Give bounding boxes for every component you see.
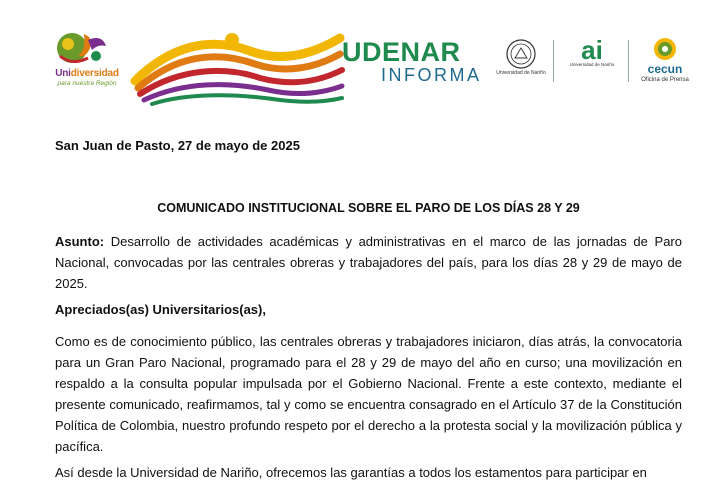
header-divider <box>628 40 629 82</box>
asunto-label: Asunto: <box>55 234 105 249</box>
asunto-paragraph <box>55 231 682 294</box>
ai-logo <box>567 35 617 84</box>
ai-mark: ai <box>581 35 603 65</box>
header-divider <box>553 40 554 82</box>
header <box>0 0 725 110</box>
unidiversidad-tagline: para nuestra Región <box>57 80 117 87</box>
document-title: COMUNICADO INSTITUCIONAL SOBRE EL PARO DE LOS DÍAS 28 Y 29 <box>157 201 580 215</box>
udenar-subtitle: INFORMA <box>381 65 482 85</box>
udenar-title: UDENAR <box>342 37 461 67</box>
last-paragraph-line: Así desde la Universidad de Nariño, ofrecemos las garantías a todos los estamentos para participar en <box>55 465 647 480</box>
cecun-emblem-icon <box>648 36 682 62</box>
cecun-logo <box>636 36 694 88</box>
body-paragraph: Como es de conocimiento público, las centrales obreras y trabajadores iniciaron, días atrás, la convocatoria para un Gran Paro Nacional, programado para el 28 y 29 de mayo del año en curso; una movilización en respaldo a la consulta popular impulsada por el Gobierno Nacional. Frente a este contexto, mediante el presente comunicado, reafirmamos, tal y como se encuentra consagrado en el Artículo 37 de la Constitución Política de Colombia, nuestro profundo respeto por el derecho a la protesta social y la movilización pública y pacífica. <box>55 334 682 454</box>
cecun-subtitle: Oficina de Prensa <box>641 77 689 83</box>
unidiversidad-wordmark: Unidiversidad <box>55 68 119 79</box>
asunto-text: Desarrollo de actividades académicas y administrativas en el marco de las jornadas de Paro Nacional, convocadas por las centrales obreras y trabajadores del país, para los días 28 y 29 de mayo de 2025. <box>55 234 682 291</box>
unidiversidad-logo <box>44 26 130 94</box>
udenar-waves-icon <box>130 26 345 106</box>
unidiversidad-emblem-icon <box>44 26 130 70</box>
cecun-name: cecun <box>647 62 683 76</box>
dateline: San Juan de Pasto, 27 de mayo de 2025 <box>55 138 300 153</box>
ai-caption: Universidad de Nariño <box>569 62 615 67</box>
greeting: Apreciados(as) Universitarios(as), <box>55 302 266 317</box>
seal-caption: Universidad de Nariño <box>496 70 546 76</box>
